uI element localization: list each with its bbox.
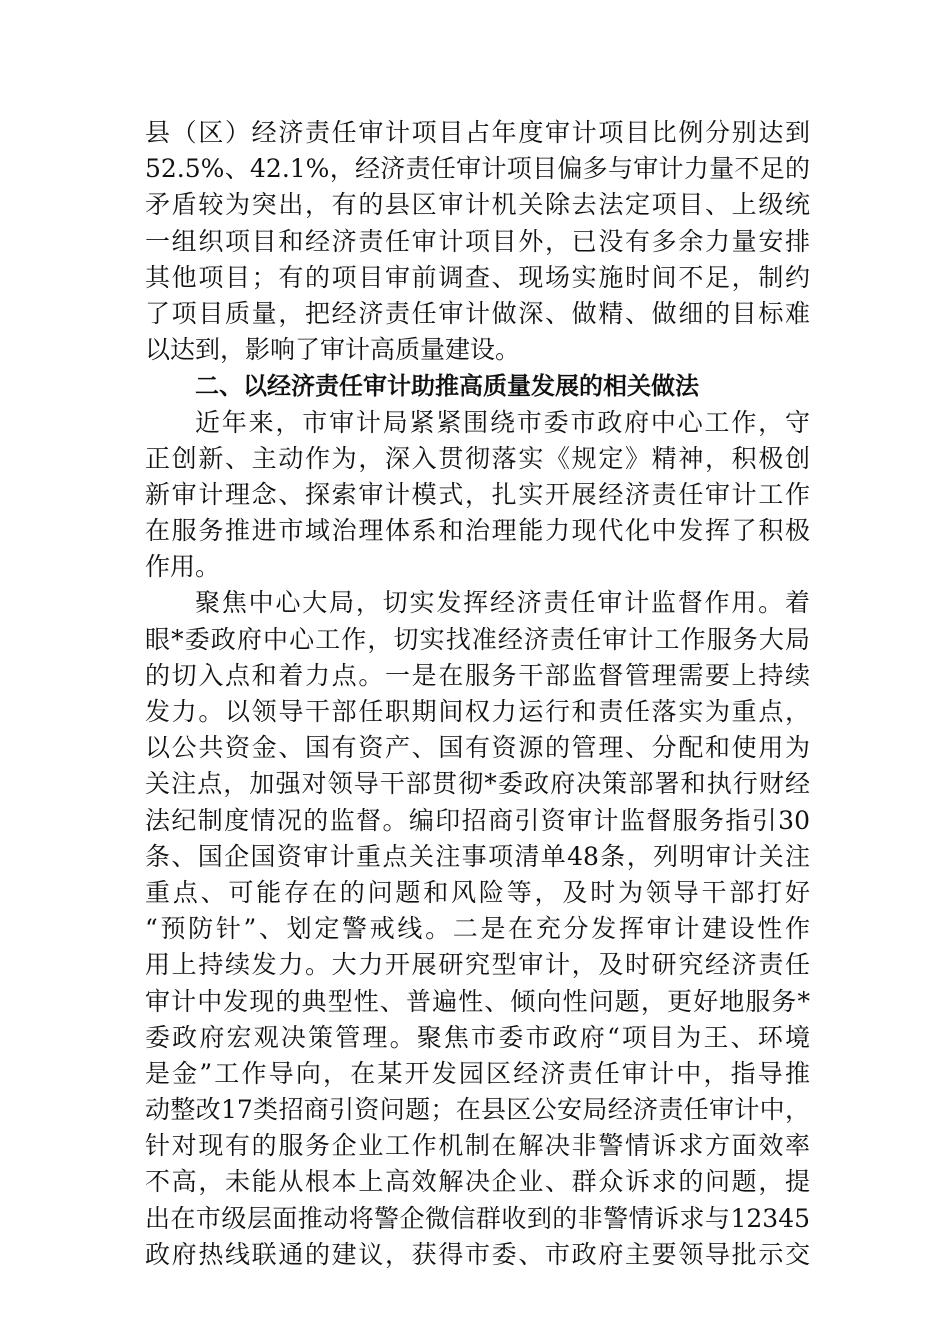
text-line: 近年来，市审计局紧紧围绕市委市政府中心工作，守 <box>195 407 810 437</box>
text-line: 的切入点和着力点。一是在服务干部监督管理需要上持续 <box>145 660 810 690</box>
text-line: 作用。 <box>145 552 221 582</box>
text-line: 重点、可能存在的问题和风险等，及时为领导干部打好 <box>145 877 810 907</box>
text-line: 一组织项目和经济责任审计项目外，已没有多余力量安排 <box>145 226 810 256</box>
text-line: 正创新、主动作为，深入贯彻落实《规定》精神，积极创 <box>145 443 810 473</box>
text-line: 政府热线联通的建议，获得市委、市政府主要领导批示交 <box>145 1239 810 1269</box>
text-line: 审计中发现的典型性、普遍性、倾向性问题，更好地服务* <box>145 986 810 1016</box>
text-line: 不高，未能从根本上高效解决企业、群众诉求的问题，提 <box>145 1167 810 1197</box>
paragraph-1 <box>145 115 810 368</box>
paragraph-2 <box>145 405 810 586</box>
text-line: 其他项目；有的项目审前调查、现场实施时间不足，制约 <box>145 262 810 292</box>
text-line: 法纪制度情况的监督。编印招商引资审计监督服务指引30 <box>145 805 810 835</box>
text-line: 针对现有的服务企业工作机制在解决非警情诉求方面效率 <box>145 1131 810 1161</box>
text-line: 动整改17类招商引资问题；在县区公安局经济责任审计中， <box>145 1095 810 1125</box>
text-line: 发力。以领导干部任职期间权力运行和责任落实为重点， <box>145 697 810 726</box>
text-line: 用上持续发力。大力开展研究型审计，及时研究经济责任 <box>145 950 810 980</box>
text-line: 县（区）经济责任审计项目占年度审计项目比例分别达到 <box>145 118 810 147</box>
text-line: 委政府宏观决策管理。聚焦市委市政府“项目为王、环境 <box>145 1022 810 1052</box>
text-line: 新审计理念、探索审计模式，扎实开展经济责任审计工作 <box>145 479 810 509</box>
text-line: 是金”工作导向，在某开发园区经济责任审计中，指导推 <box>145 1058 810 1088</box>
text-line: 在服务推进市域治理体系和治理能力现代化中发挥了积极 <box>145 516 810 546</box>
text-line: 矛盾较为突出，有的县区审计机关除去法定项目、上级统 <box>145 190 810 220</box>
text-line: 了项目质量，把经济责任审计做深、做精、做细的目标难 <box>145 298 810 328</box>
section-heading: 二、以经济责任审计助推高质量发展的相关做法 <box>195 372 699 401</box>
text-line: 眼*委政府中心工作，切实找准经济责任审计工作服务大局 <box>145 624 810 654</box>
text-line: 出在市级层面推动将警企微信群收到的非警情诉求与12345 <box>145 1203 810 1233</box>
text-line: 关注点，加强对领导干部贯彻*委政府决策部署和执行财经 <box>145 769 810 799</box>
text-line: 条、国企国资审计重点关注事项清单48条，列明审计关注 <box>145 841 810 871</box>
text-line: 以公共资金、国有资产、国有资源的管理、分配和使用为 <box>145 733 810 763</box>
text-line: 以达到，影响了审计高质量建设。 <box>145 335 521 365</box>
paragraph-3 <box>145 585 810 1273</box>
text-line: 52.5%、42.1%，经济责任审计项目偏多与审计力量不足的 <box>145 154 810 184</box>
text-line: 聚焦中心大局，切实发挥经济责任审计监督作用。着 <box>195 588 810 618</box>
document-body <box>145 115 810 1273</box>
text-line: “预防针”、划定警戒线。二是在充分发挥审计建设性作 <box>145 914 810 944</box>
